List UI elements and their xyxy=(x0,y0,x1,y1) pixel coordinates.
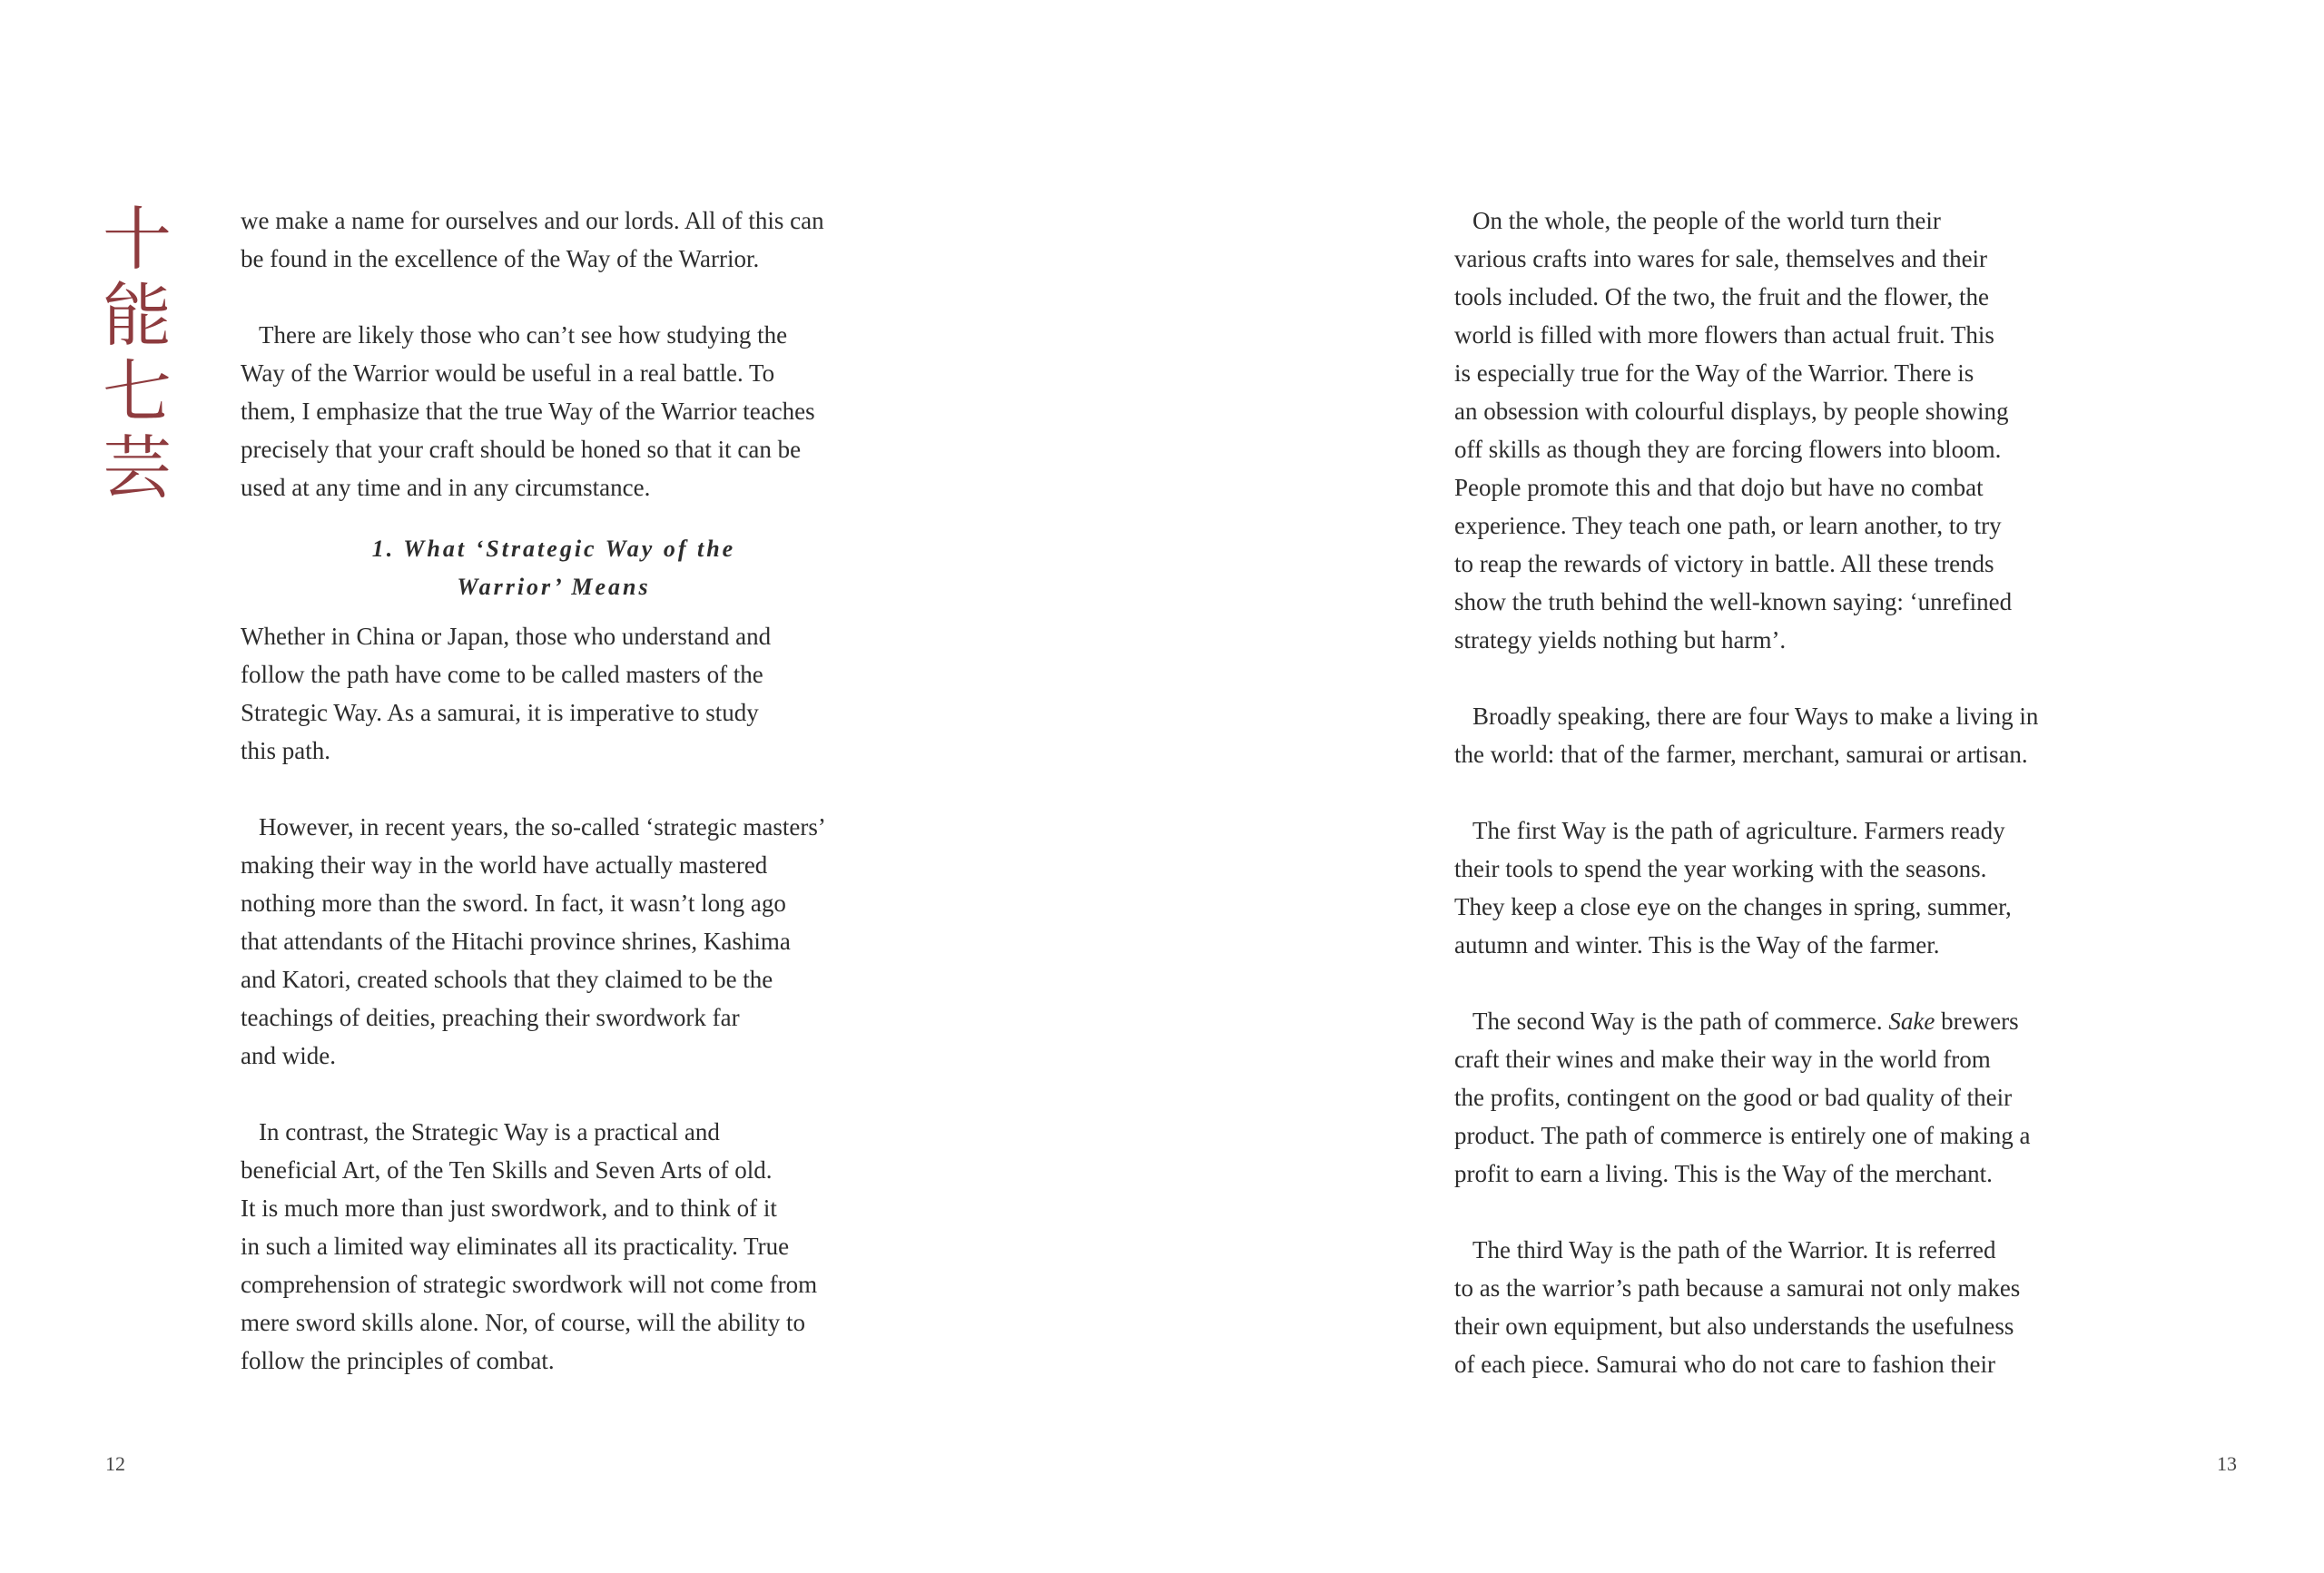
kanji-char: 七 xyxy=(103,351,172,432)
page-number: 12 xyxy=(105,1452,125,1475)
section-heading: 1. What ‘Strategic Way of the Warrior’ Means xyxy=(371,536,736,600)
kanji-char: 十 xyxy=(103,199,172,280)
paragraph: However, in recent years, the so-called ‘strategic masters’ making their way in the world have actually mastered nothing more than the sword. In fact, it wasn’t long ago that attendants of the Hitachi province shrines, Kashima and Katori, created schools that they claimed to be the teachings of deities, preaching their swordwork far and wide. xyxy=(241,813,826,1069)
paragraph: The third Way is the path of the Warrior. It is referred to as the warrior’s path because a samurai not only makes their own equipment, but also understands the usefulness of each piece. Samurai who do not care to fashion their xyxy=(1454,1236,2021,1378)
right-page xyxy=(1162,0,2324,1573)
paragraph: we make a name for ourselves and our lords. All of this can be found in the excellence of the Way of the Warrior. xyxy=(241,207,824,272)
left-text-column xyxy=(241,202,912,1380)
paragraph xyxy=(1454,1002,2144,1193)
paragraph: There are likely those who can’t see how studying the Way of the Warrior would be useful in a real battle. To them, I emphasize that the true Way of the Warrior teaches precisely that your craft should be honed so that it can be used at any time and in any circumstance. xyxy=(241,321,815,501)
paragraph: Whether in China or Japan, those who understand and follow the path have come to be called masters of the Strategic Way. As a samurai, it is imperative to study this path. xyxy=(241,623,772,764)
paragraph: In contrast, the Strategic Way is a practical and beneficial Art, of the Ten Skills and Seven Arts of old. It is much more than just swordwork, and to think of it in such a limited way eliminates all its practicality. True comprehension of strategic swordwork will not come from mere sword skills alone. Nor, of course, will the ability to follow the principles of combat. xyxy=(241,1118,818,1374)
paragraph-lead: The second Way is the path of commerce. xyxy=(1472,1008,1889,1035)
italic-term-sake: Sake xyxy=(1888,1008,1935,1035)
chapter-kanji-title xyxy=(94,199,180,508)
paragraph: The first Way is the path of agriculture. Farmers ready their tools to spend the year working with the seasons. They keep a close eye on the changes in spring, summer, autumn and winter. This is the Way of the farmer. xyxy=(1454,817,2012,959)
paragraph: Broadly speaking, there are four Ways to make a living in the world: that of the farmer, merchant, samurai or artisan. xyxy=(1454,703,2039,768)
paragraph: On the whole, the people of the world turn their various crafts into wares for sale, themselves and their tools included. Of the two, the fruit and the flower, the world is filled with more flowers than actual fruit. This is especially true for the Way of the Warrior. There is an obsession with colourful displays, by people showing off skills as though they are forcing flowers into bloom. People promote this and that dojo but have no combat experience. They teach one path, or learn another, to try to reap the rewards of victory in battle. All these trends show the truth behind the well-known saying: ‘unrefined strategy yields nothing but harm’. xyxy=(1454,207,2013,654)
page-number: 13 xyxy=(2217,1452,2237,1475)
kanji-char: 能 xyxy=(103,275,172,356)
paragraph-rest: brewers craft their wines and make their way in the world from the profits, contingent on the good or bad quality of their product. The path of commerce is entirely one of making a profit to earn a living. This is the Way of the merchant. xyxy=(1454,1008,2031,1187)
kanji-char: 芸 xyxy=(103,428,172,508)
right-text-column xyxy=(1454,202,2144,1383)
